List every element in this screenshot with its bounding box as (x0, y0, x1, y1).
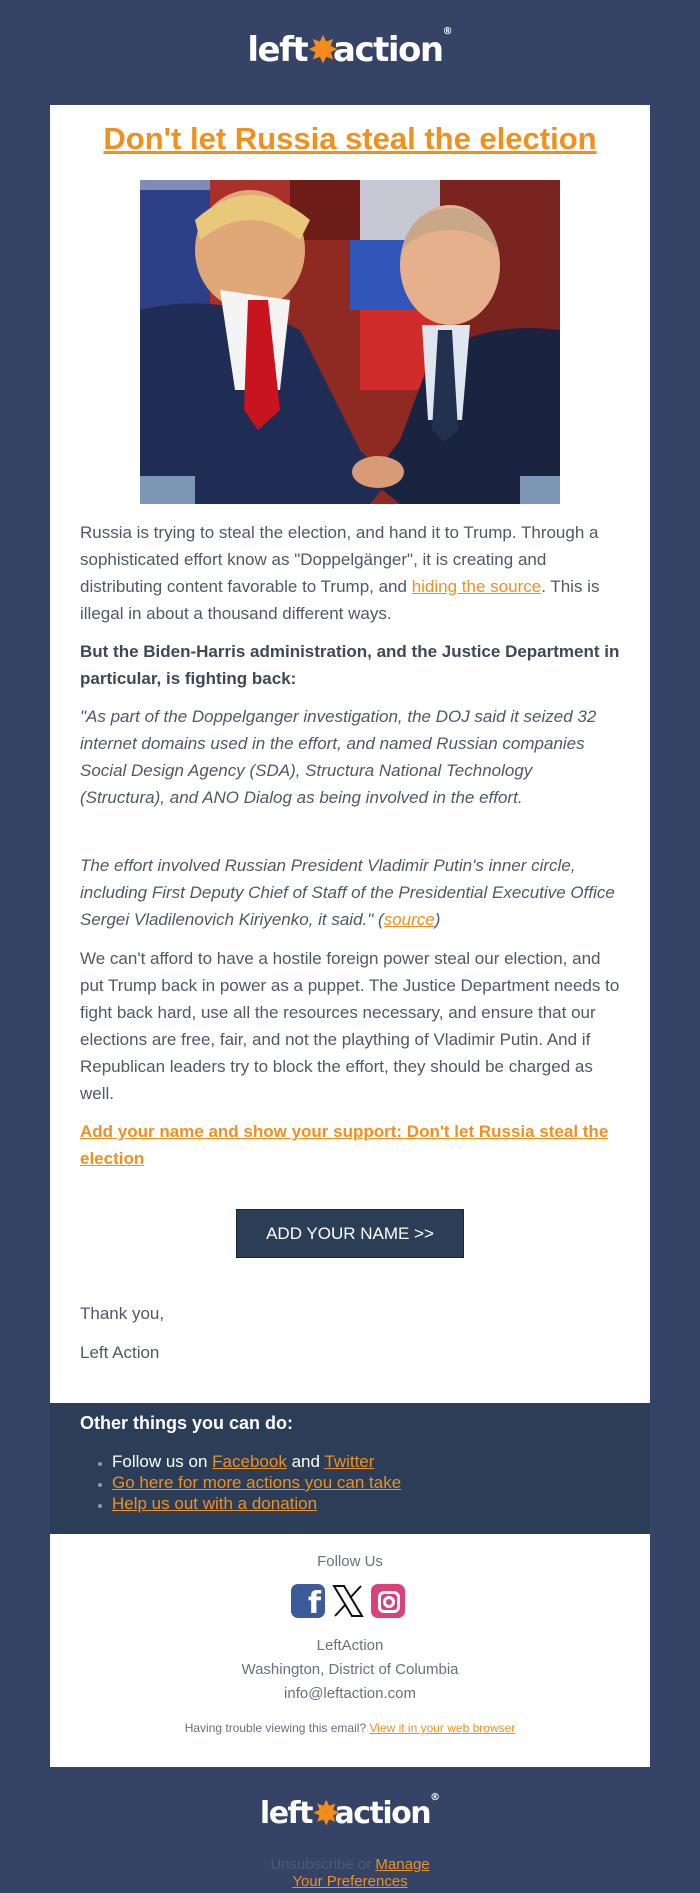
logo-text-right: action (333, 30, 443, 70)
unsubscribe-line (0, 1856, 700, 1890)
photo-illustration (140, 180, 560, 504)
logo-star-icon: ✸ (311, 1794, 335, 1834)
source-link[interactable]: source (383, 910, 435, 929)
donation-link[interactable]: Help us out with a donation (112, 1494, 318, 1513)
org-location: Washington, District of Columbia (241, 1661, 459, 1678)
unsubscribe-link[interactable]: Unsubscribe (270, 1856, 354, 1873)
other-things-panel (50, 1403, 650, 1534)
quote-paragraph-1: "As part of the Doppelganger investigation, the DOJ said it seized 32 internet domains used in the effort, and named Russian companies Social Design Agency (SDA), Structura National Technology (Structura), and ANO Dialog as being involved in the effort. (80, 707, 597, 807)
list-item-donate (112, 1493, 401, 1514)
thanks-text: Thank you, (80, 1304, 165, 1323)
quote2-close: ) (434, 910, 441, 929)
facebook-link[interactable]: Facebook (212, 1452, 287, 1471)
cta-paragraph (80, 1118, 620, 1172)
list-item-follow (112, 1451, 401, 1472)
logo-text-left: left (259, 1796, 312, 1831)
twitter-link[interactable]: Twitter (324, 1452, 375, 1471)
logo-text-right: action (334, 1796, 431, 1831)
intro-text-end: . This is illegal in about a thousand different ways. (80, 577, 600, 623)
quote-paragraph-2 (80, 852, 620, 933)
or-text: or (353, 1856, 376, 1873)
more-actions-link[interactable]: Go here for more actions you can take (112, 1473, 402, 1492)
biden-harris-paragraph: But the Biden-Harris administration, and the Justice Department in particular, is fighting back: (80, 642, 620, 688)
intro-paragraph (80, 519, 620, 627)
call-paragraph: We can't afford to have a hostile foreign power steal our election, and put Trump back in power as a puppet. The Justice Department needs to fight back hard, use all the resources necessary, and ensure that our elections are free, fair, and not the plaything of Vladimir Putin. And if Republican leaders try to block the effort, they should be charged as well. (80, 949, 620, 1103)
quote2-text: The effort involved Russian President Vladimir Putin's inner circle, including First Deputy Chief of Staff of the Presidential Executive Office Sergei Vladilenovich Kiriyenko, it said." ( (80, 856, 615, 929)
logo-registered-mark: ® (430, 1792, 441, 1803)
instagram-icon[interactable] (371, 1584, 405, 1618)
list-item-actions (112, 1472, 401, 1493)
other-things-title: Other things you can do: (80, 1413, 294, 1433)
other-things-list (80, 1451, 401, 1514)
trump-putin-photo (140, 180, 560, 504)
email-body (50, 105, 650, 1403)
social-icons (291, 1584, 411, 1620)
trouble-text: Having trouble viewing this email? (184, 1721, 370, 1735)
leftaction-logo (0, 26, 700, 70)
leftaction-logo-footer (0, 1792, 700, 1832)
preferences-text: Your Preferences (292, 1873, 408, 1890)
follow-prefix: Follow us on (112, 1452, 213, 1471)
manage-text: Manage (375, 1856, 430, 1873)
org-email: info@leftaction.com (284, 1685, 416, 1702)
view-in-browser-line (50, 1721, 650, 1735)
follow-us-title: Follow Us (317, 1553, 383, 1570)
and-text: and (286, 1452, 325, 1471)
footer-card (50, 1534, 650, 1767)
hiding-the-source-link[interactable]: hiding the source (411, 577, 542, 596)
facebook-icon[interactable]: f (291, 1584, 325, 1618)
logo-text-left: left (247, 30, 308, 70)
intro-text-start: Russia is trying to steal the election, and hand it to Trump. Through a sophisticated effort know as "Doppelgänger", it is creating and distributing content favorable to Trump, and (80, 523, 599, 596)
view-in-browser-link[interactable]: View it in your web browser (369, 1721, 516, 1735)
x-icon[interactable] (331, 1584, 365, 1618)
add-your-name-link[interactable]: Add your name and show your support: Don't let Russia steal the election (80, 1122, 609, 1168)
email-headline[interactable]: Don't let Russia steal the election (103, 121, 597, 156)
org-name: LeftAction (316, 1637, 384, 1654)
add-your-name-button[interactable]: ADD YOUR NAME >> (236, 1209, 464, 1258)
signoff-text: Left Action (80, 1343, 160, 1362)
logo-star-icon: ✸ (307, 28, 334, 72)
logo-registered-mark: ® (442, 26, 453, 37)
